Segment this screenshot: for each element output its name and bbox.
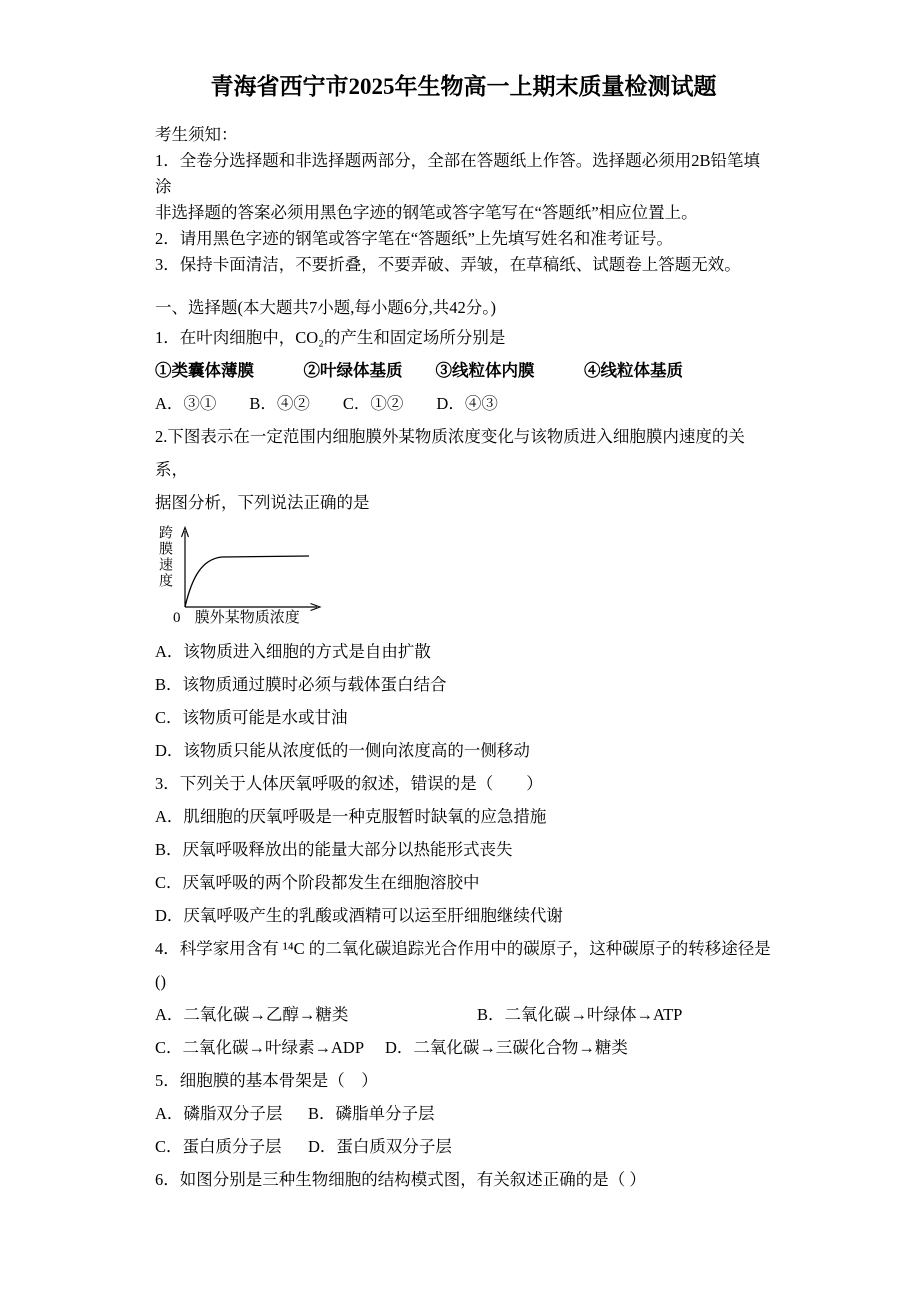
q1-answers: A．③① B．④② C．①② D．④③ — [155, 394, 498, 413]
q2-concentration-rate-graph — [155, 523, 772, 627]
q5-stem: 5．细胞膜的基本骨架是（ ） — [155, 1071, 378, 1090]
q4-option-a: A．二氧化碳→乙醇→糖类 — [155, 1005, 349, 1024]
q4-parens: () — [155, 972, 166, 991]
graph-origin-label: 0 — [173, 610, 181, 626]
section-heading: 一、选择题(本大题共7小题,每小题6分,共42分。) — [155, 298, 496, 317]
q3-option-a: A．肌细胞的厌氧呼吸是一种克服暂时缺氧的应急措施 — [155, 807, 547, 826]
q3-option-b: B．厌氧呼吸释放出的能量大部分以热能形式丧失 — [155, 840, 513, 859]
q2-stem-line2: 据图分析，下列说法正确的是 — [155, 493, 370, 512]
q5-option-d: D．蛋白质双分子层 — [308, 1137, 452, 1156]
graph-x-axis-label: 膜外某物质浓度 — [194, 610, 300, 626]
q4-option-b: B．二氧化碳→叶绿体→ATP — [477, 1005, 683, 1024]
notice-heading: 考生须知： — [155, 125, 238, 144]
q2-stem-line1: 2.下图表示在一定范围内细胞膜外某物质浓度变化与该物质进入细胞膜内速度的关系， — [155, 427, 745, 479]
q4-option-d: D．二氧化碳→三碳化合物→糖类 — [385, 1038, 628, 1057]
q4-option-c: C．二氧化碳→叶绿素→ADP — [155, 1038, 365, 1057]
q5-option-b: B．磷脂单分子层 — [308, 1104, 435, 1123]
q2-option-c: C．该物质可能是水或甘油 — [155, 708, 348, 727]
graph-plot-area — [175, 523, 325, 627]
page-title: 青海省西宁市2025年生物高一上期末质量检测试题 — [210, 74, 717, 99]
q3-stem: 3．下列关于人体厌氧呼吸的叙述，错误的是（ ） — [155, 774, 543, 793]
graph-y-axis-label: 跨膜速度 — [157, 525, 172, 589]
q5-options-row-2 — [155, 1130, 772, 1163]
q5-option-c: C．蛋白质分子层 — [155, 1137, 282, 1156]
q1-stem: 1．在叶肉细胞中，CO₂的产生和固定场所分别是 — [155, 328, 506, 347]
q1-choices: ①类囊体薄膜 ②叶绿体基质 ③线粒体内膜 ④线粒体基质 — [155, 361, 683, 380]
q3-option-d: D．厌氧呼吸产生的乳酸或酒精可以运至肝细胞继续代谢 — [155, 906, 563, 925]
graph-x-axis-row — [175, 609, 325, 627]
q4-options-row-2 — [155, 1031, 772, 1064]
notice-line: 2．请用黑色字迹的钢笔或答字笔在“答题纸”上先填写姓名和准考证号。 — [155, 229, 673, 248]
q2-option-b: B．该物质通过膜时必须与载体蛋白结合 — [155, 675, 447, 694]
q5-options-row-1 — [155, 1097, 772, 1130]
q5-option-a: A．磷脂双分子层 — [155, 1104, 283, 1123]
notice-line: 非选择题的答案必须用黑色字迹的钢笔或答字笔写在“答题纸”相应位置上。 — [155, 203, 698, 222]
notice-line: 1．全卷分选择题和非选择题两部分，全部在答题纸上作答。选择题必须用2B铅笔填涂 — [155, 151, 761, 196]
q2-option-a: A．该物质进入细胞的方式是自由扩散 — [155, 642, 431, 661]
notice-section — [155, 122, 772, 278]
q4-stem: 4．科学家用含有 ¹⁴C 的二氧化碳追踪光合作用中的碳原子，这种碳原子的转移途径是 — [155, 939, 771, 958]
graph-axes-and-curve — [175, 523, 325, 611]
q4-options-row-1 — [155, 998, 772, 1031]
q2-option-d: D．该物质只能从浓度低的一侧向浓度高的一侧移动 — [155, 741, 530, 760]
notice-line: 3．保持卡面清洁，不要折叠，不要弄破、弄皱，在草稿纸、试题卷上答题无效。 — [155, 255, 741, 274]
q3-option-c: C．厌氧呼吸的两个阶段都发生在细胞溶胶中 — [155, 873, 480, 892]
q6-stem: 6．如图分别是三种生物细胞的结构模式图，有关叙述正确的是（ ） — [155, 1170, 646, 1189]
